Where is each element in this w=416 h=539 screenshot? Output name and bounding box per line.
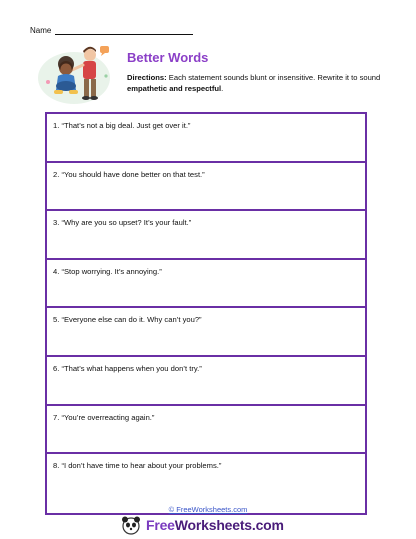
- name-field-row: [30, 26, 193, 35]
- copyright-link[interactable]: © FreeWorksheets.com: [168, 505, 248, 514]
- statement-row-7[interactable]: [47, 406, 365, 455]
- statement-text: 1. “That’s not a big deal. Just get over it.”: [53, 121, 191, 130]
- directions-text: Each statement sounds blunt or insensitive. Rewrite it to sound: [166, 73, 381, 82]
- statement-row-5[interactable]: [47, 308, 365, 357]
- statement-text: 5. “Everyone else can do it. Why can’t you?”: [53, 315, 202, 325]
- statement-row-6[interactable]: [47, 357, 365, 406]
- statement-row-4[interactable]: [47, 260, 365, 309]
- statement-row-8[interactable]: [47, 454, 365, 503]
- statement-text: 8. “I don’t have time to hear about your problems.”: [53, 461, 222, 471]
- statement-row-3[interactable]: [47, 211, 365, 260]
- statement-row-1[interactable]: [47, 114, 365, 163]
- site-logo[interactable]: [120, 515, 284, 535]
- statement-text: 2. “You should have done better on that test.”: [53, 169, 205, 179]
- logo-part-2: Worksheets.com: [174, 517, 284, 533]
- logo-part-1: Free: [146, 517, 175, 533]
- worksheet-title: Better Words: [127, 50, 209, 65]
- name-input-line[interactable]: [55, 26, 193, 35]
- statement-row-2[interactable]: [47, 163, 365, 212]
- panda-icon: [120, 515, 142, 535]
- directions-emphasis: empathetic and respectful: [127, 84, 222, 93]
- statement-text: 7. “You’re overreacting again.”: [53, 412, 155, 422]
- directions-end: .: [221, 84, 224, 93]
- kids-illustration: [36, 42, 118, 106]
- directions-label: Directions:: [127, 73, 167, 82]
- statements-table: [45, 112, 367, 515]
- statement-text: 4. “Stop worrying. It’s annoying.”: [53, 266, 162, 276]
- logo-text: [146, 517, 284, 533]
- directions: [127, 72, 392, 94]
- statement-text: 6. “That’s what happens when you don’t try.”: [53, 363, 202, 373]
- statement-text: 3. “Why are you so upset? It’s your fault.”: [53, 218, 192, 228]
- name-label: Name: [30, 26, 52, 35]
